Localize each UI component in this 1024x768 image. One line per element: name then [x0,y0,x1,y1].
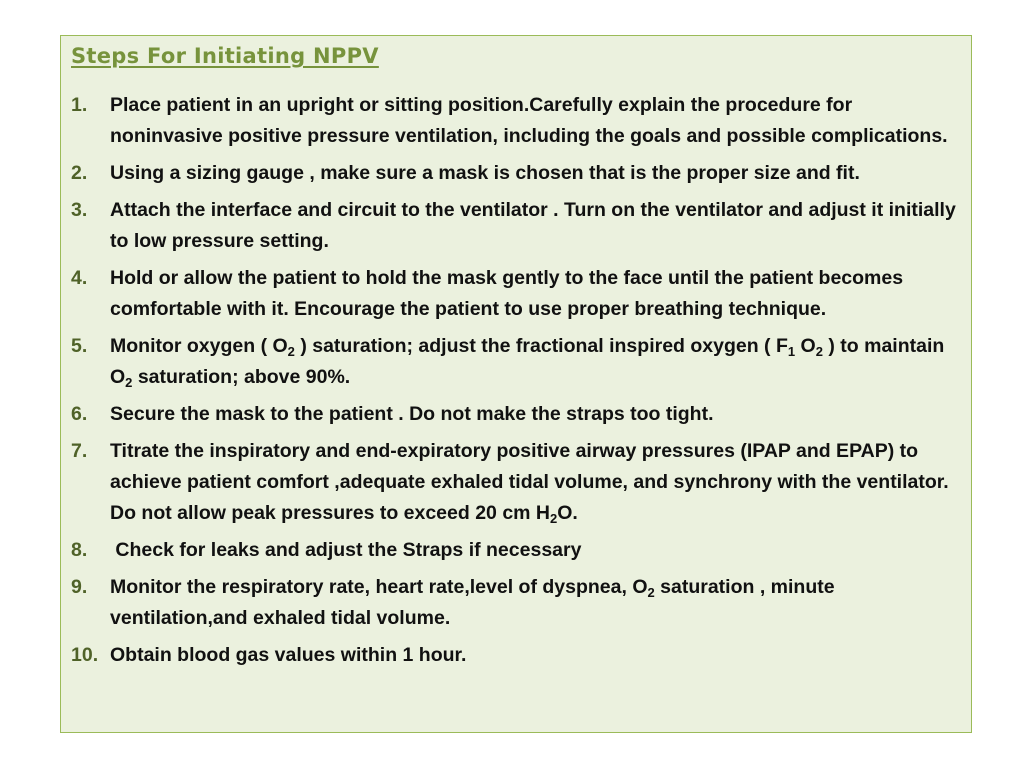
list-item [61,399,973,430]
step-number: 2. [71,162,88,184]
list-item [61,263,973,325]
subscript: 1 [787,344,796,359]
step-text: Check for leaks and adjust the Straps if necessary [110,539,582,561]
list-item [61,158,973,189]
step-text: Obtain blood gas values within 1 hour. [110,644,467,666]
step-text: Attach the interface and circuit to the ventilator . Turn on the ventilator and adjust it initially to low pressure setting. [110,199,956,252]
step-number: 1. [71,94,88,116]
list-item [61,195,973,257]
slide-title: Steps For Initiating NPPV [71,44,379,68]
list-item [61,90,973,152]
steps-list [61,90,973,677]
subscript: 2 [815,344,823,359]
step-text: Place patient in an upright or sitting position.Carefully explain the procedure for noninvasive positive pressure ventilation, including the goals and possible complications. [110,94,948,147]
step-text: Hold or allow the patient to hold the mask gently to the face until the patient becomes comfortable with it. Encourage the patient to use proper breathing technique. [110,267,904,320]
content-box [60,35,972,733]
step-number: 7. [71,440,88,462]
step-number: 3. [71,199,88,221]
step-text: Using a sizing gauge , make sure a mask is chosen that is the proper size and fit. [110,162,860,184]
subscript: 2 [550,511,558,526]
subscript: 2 [287,344,295,359]
subscript: 2 [647,585,655,600]
step-text: Titrate the inspiratory and end-expiratory positive airway pressures (IPAP and EPAP) to achieve patient comfort ,adequate exhaled tidal volume, and synchrony with the ventilator. Do not allow peak pressures to exceed 20 cm $H_2O$. [110,440,949,526]
step-number: 5. [71,335,88,357]
step-number: 9. [71,576,88,598]
step-text: Secure the mask to the patient . Do not make the straps too tight. [110,403,714,425]
list-item [61,535,973,566]
list-item [61,572,973,634]
list-item [61,640,973,671]
step-number: 6. [71,403,88,425]
step-text: Monitor oxygen ( $O_2$ ) saturation; adjust the fractional inspired oxygen ( $F_1$ $O_2$ ) to maintain $O_2$ saturation; above 90%. [110,335,945,390]
step-number: 8. [71,539,88,561]
list-item [61,331,973,393]
list-item [61,436,973,529]
subscript: 2 [125,375,133,390]
step-number: 4. [71,267,88,289]
step-number: 10. [71,644,99,666]
step-text: Monitor the respiratory rate, heart rate,level of dyspnea, $O_2$ saturation , minute ventilation,and exhaled tidal volume. [110,576,835,629]
